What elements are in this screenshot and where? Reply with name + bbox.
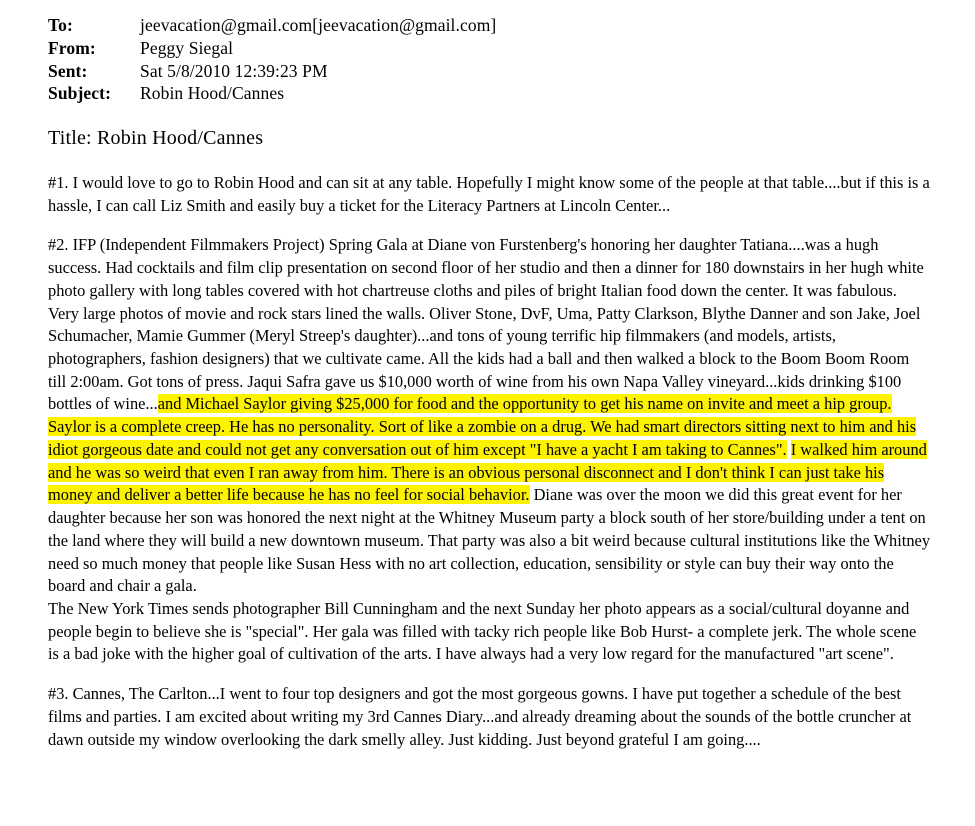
header-row-subject bbox=[48, 82, 949, 105]
sent-value: Sat 5/8/2010 12:39:23 PM bbox=[140, 60, 328, 81]
header-row-to bbox=[48, 14, 949, 37]
highlighted-text-2: I walked him around and he was so weird that even I ran away from him. There is an obvious personal disconnect and I don't think I can just take his money and deliver a better life because he has no feel for social behavior. bbox=[48, 439, 927, 505]
paragraph-3: The New York Times sends photographer Bill Cunningham and the next Sunday her photo appears as a social/cultural doyanne and people begin to believe she is "special". Her gala was filled with tacky rich people like Bob Hurst- a complete jerk. The whole scene is a bad joke with the higher goal of cultivation of the arts. I have always had a very low regard for the manufactured "art scene". bbox=[48, 598, 917, 664]
paragraph-2-part-b: Diane was over the moon we did this great event for her daughter because her son was honored the next night at the Whitney Museum party a block south of her store/building under a tent on the land where they will build a new downtown museum. That party was also a bit weird because cultural institutions like the Whitney need so much money that people like Susan Hess with no art collection, education, sensibility or style can buy their way onto the board and chair a gala. bbox=[48, 485, 931, 596]
to-value: jeevacation@gmail.com[jeevacation@gmail.com] bbox=[140, 15, 497, 35]
page-title: Title: Robin Hood/Cannes bbox=[48, 127, 264, 149]
email-header bbox=[48, 14, 949, 105]
sent-label: Sent: bbox=[48, 60, 88, 81]
paragraph-4: #3. Cannes, The Carlton...I went to four top designers and got the most gorgeous gowns. I have put together a schedule of the best films and parties. I am excited about writing my 3rd Cannes Diary...and already dreaming about the sounds of the bottle cruncher at dawn outside my window overlooking the dark smelly alley. Just kidding. Just beyond grateful I am going.... bbox=[48, 684, 912, 749]
highlighted-text-1: and Michael Saylor giving $25,000 for food and the opportunity to get his name on invite and meet a hip group. Saylor is a complete creep. He has no personality. Sort of like a zombie on a drug. We had smart directors sitting next to him and his idiot gorgeous date and could not get any conversation out of him except "I have a yacht I am taking to Cannes". bbox=[48, 394, 917, 459]
paragraph-2-part-a: #2. IFP (Independent Filmmakers Project) Spring Gala at Diane von Furstenberg's honoring her daughter Tatiana....was a hugh success. Had cocktails and film clip presentation on second floor of her studio and then a dinner for 180 downstairs in her hugh white photo gallery with long tables covered with hot chartreuse cloths and piles of bright Italian food down the center. It was fabulous. Very large photos of movie and rock stars lined the walls. Oliver Stone, DvF, Uma, Patty Clarkson, Blythe Danner and son Jake, Joel Schumacher, Mamie Gummer (Meryl Streep's daughter)...and tons of young terrific hip filmmakers (and models, artists, photographers, fashion designers) that we cultivate came. All the kids had a ball and then walked a block to the Boom Boom Room till 2:00am. Got tons of press. Jaqui Safra gave us $10,000 worth of wine from his own Napa Valley vineyard...kids drinking $100 bottles of wine... bbox=[48, 235, 924, 414]
to-label: To: bbox=[48, 15, 73, 35]
paragraph-2 bbox=[48, 234, 931, 598]
paragraph-1: #1. I would love to go to Robin Hood and can sit at any table. Hopefully I might know some of the people at that table....but if this is a hassle, I can call Liz Smith and easily buy a ticket for the Literacy Partners at Lincoln Center... bbox=[48, 173, 930, 215]
subject-label: Subject: bbox=[48, 83, 112, 104]
header-row-from bbox=[48, 37, 949, 60]
subject-value: Robin Hood/Cannes bbox=[140, 83, 285, 104]
from-label: From: bbox=[48, 37, 96, 58]
from-value: Peggy Siegal bbox=[140, 37, 234, 58]
email-body bbox=[48, 172, 931, 751]
header-row-sent bbox=[48, 60, 949, 83]
